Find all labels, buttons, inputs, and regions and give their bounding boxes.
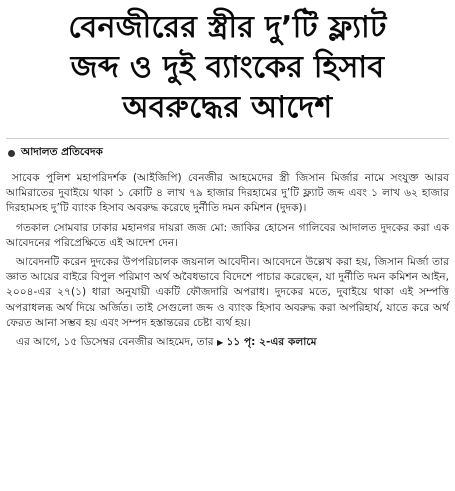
byline-text: আদালত প্রতিবেদক [21,145,103,158]
headline [6,8,449,128]
last-line [6,335,449,350]
paragraph-3: আবেদনটি করেন দুদকের উপপরিচালক জয়নাল আবেদীন। আবেদনে উল্লেখ করা হয়, জিসান মির্জা তার জ্ঞাত আয়ের বাইরে বিপুল পরিমাণ অর্থ অবৈধভাবে বিদেশে পাচার করেছেন, যা দুর্নীতি দমন কমিশন আইন, ২০০৪-এর ২৭(১) ধারা অনুযায়ী একটি ফৌজদারি অপরাধ। দুদকের মতে, দুবাইয়ে থাকা এই সম্পত্তি অপরাধলব্ধ অর্থ দিয়ে অর্জিত। তাই সেগুলো জব্দ ও ব্যাংক হিসাব অবরুদ্ধ করা অপরিহার্য, যাতে করে অর্থ ফেরত আনা সম্ভব হয় এবং সম্পদ হস্তান্তরের চেষ্টা ব্যর্থ হয়। [6,256,449,329]
continued-reference: ১১ পৃ: ২-এর কলামে [226,336,317,349]
paragraph-2: গতকাল সোমবার ঢাকার মহানগর দায়রা জজ মো: জাকির হোসেন গালিবের আদালত দুদকের করা এক আবেদনের পরিপ্রেক্ষিতে এই আদেশ দেন। [6,221,449,249]
bullet-icon [8,150,15,157]
article-body [6,171,449,350]
headline-line-2: জব্দ ও দুই ব্যাংকের হিসাব [70,50,385,85]
headline-line-1: বেনজীরের স্ত্রীর দু’টি ফ্ল্যাট [68,10,387,45]
last-line-text: এর আগে, ১৫ ডিসেম্বর বেনজীর আহমেদ, তার [16,336,214,349]
byline [8,145,449,161]
divider [6,138,449,139]
paragraph-1: সাবেক পুলিশ মহাপরিদর্শক (আইজিপি) বেনজীর আহমেদের স্ত্রী জিসান মির্জার নামে সংযুক্ত আরব আমিরাতের দুবাইয়ে থাকা ১ কোটি ৪ লাখ ৭৯ হাজার দিরহামের দু’টি ফ্ল্যাট জব্দ এবং ১ লাখ ৬২ হাজার দিরহামসহ দু’টি ব্যাংক হিসাব অবরুদ্ধ করেছে দুর্নীতি দমন কমিশন (দুদক)। [6,172,449,215]
headline-line-3: অবরুদ্ধের আদেশ [122,90,333,125]
continued-marker-icon: ▶ [217,338,224,348]
